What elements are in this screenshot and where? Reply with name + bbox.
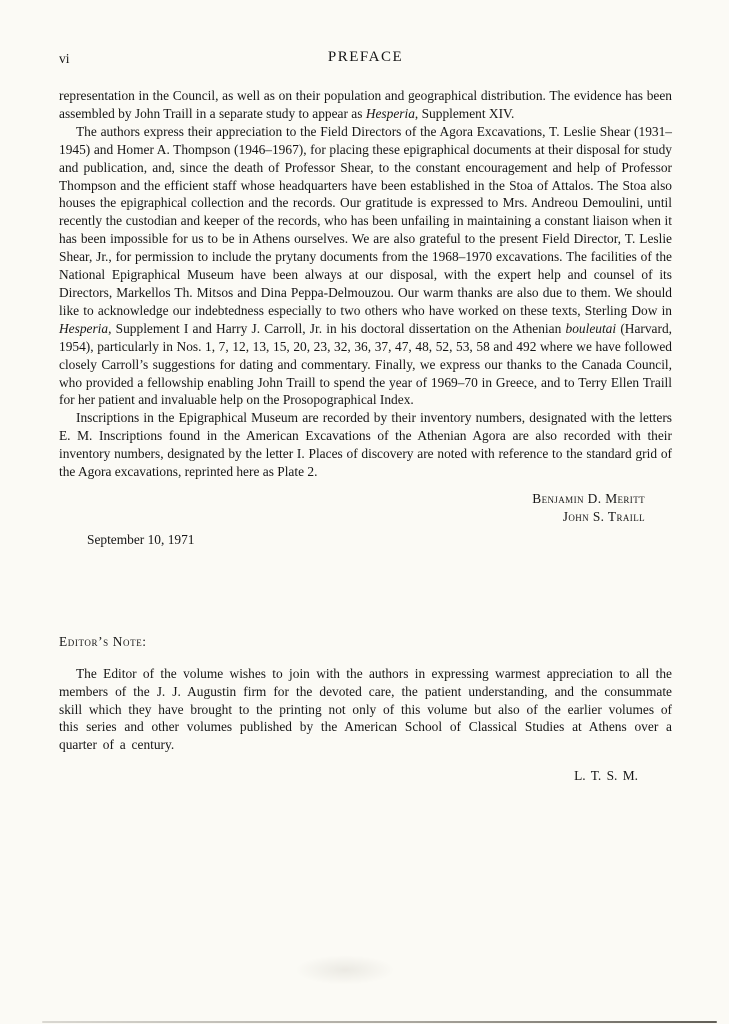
paragraph: Inscriptions in the Epigraphical Museum are recorded by their inventory numbers, designated with the letters E. M. Inscriptions found in the American Excavations of the Athenian Agora are also recorded with their inventory numbers, designated by the letter I. Places of discovery are noted with reference to the standard grid of the Agora excavations, reprinted here as Plate 2. bbox=[59, 410, 672, 480]
page-number: vi bbox=[59, 51, 70, 66]
editors-note-heading: Editor’s Note: bbox=[59, 633, 147, 649]
paragraph: The Editor of the volume wishes to join with the authors in expressing warmest appreciation to all the members of the J. J. Augustin firm for the devoted care, the patient understanding, and the consummate skill which they have brought to the printing not only of this volume but also of the earlier volumes of this series and other volumes published by the American School of Classical Studies at Athens over a quarter of a century. bbox=[59, 665, 672, 753]
date-line: September 10, 1971 bbox=[87, 531, 195, 547]
signature-name-meritt: Benjamin D. Meritt bbox=[532, 490, 645, 506]
editors-note-signature: L. T. S. M. bbox=[574, 768, 638, 784]
page-title: PREFACE bbox=[327, 49, 404, 65]
preface-body bbox=[59, 87, 672, 481]
paragraph: The authors express their appreciation to the Field Directors of the Agora Excavations, T. Leslie Shear (1931–1945) and Homer A. Thompson (1946–1967), for placing these epigraphical documents at their disposal for study and publication, and, since the death of Professor Shear, to the constant encouragement and help of Professor Thompson and the efficient staff whose headquarters have been established in the Stoa of Attalos. The Stoa also houses the epigraphical collection and the records. Our gratitude is expressed to Mrs. Andreou Demoulini, until recently the custodian and keeper of the records, who has been unfailing in maintaining a constant liaison when it has been impossible for us to be in Athens ourselves. We are also grateful to the present Field Director, T. Leslie Shear, Jr., for permission to include the prytany documents from the 1968–1970 excavations. The facilities of the National Epigraphical Museum have been always at our disposal, with the expert help and counsel of its Directors, Markellos Th. Mitsos and Dina Peppa-Delmouzou. Our warm thanks are also due to them. We should like to acknowledge our indebtedness especially to two others who have worked on these texts, Sterling Dow in Hesperia, Supplement I and Harry J. Carroll, Jr. in his doctoral dissertation on the Athenian bouleutai (Harvard, 1954), particularly in Nos. 1, 7, 12, 13, 15, 20, 23, 32, 36, 37, 47, 48, 52, 53, 58 and 492 where we have followed closely Carroll’s suggestions for dating and commentary. Finally, we express our thanks to the Canada Council, who provided a fellowship enabling John Traill to spend the year of 1969–70 in Greece, and to Terry Ellen Traill for her patient and invaluable help on the Prosopographical Index. bbox=[59, 123, 672, 408]
signature-block bbox=[59, 490, 672, 526]
editors-note bbox=[59, 633, 672, 785]
scan-edge-artifact bbox=[42, 1021, 717, 1023]
page-header bbox=[59, 48, 672, 67]
paragraph: representation in the Council, as well as on their population and geographical distribution. The evidence has been assembled by John Traill in a separate study to appear as Hesperia, Supplement XIV. bbox=[59, 88, 672, 121]
editors-note-body bbox=[59, 665, 672, 755]
page-content bbox=[59, 48, 672, 785]
scan-smudge-artifact bbox=[295, 955, 395, 985]
signature-name-traill: John S. Traill bbox=[562, 508, 645, 524]
